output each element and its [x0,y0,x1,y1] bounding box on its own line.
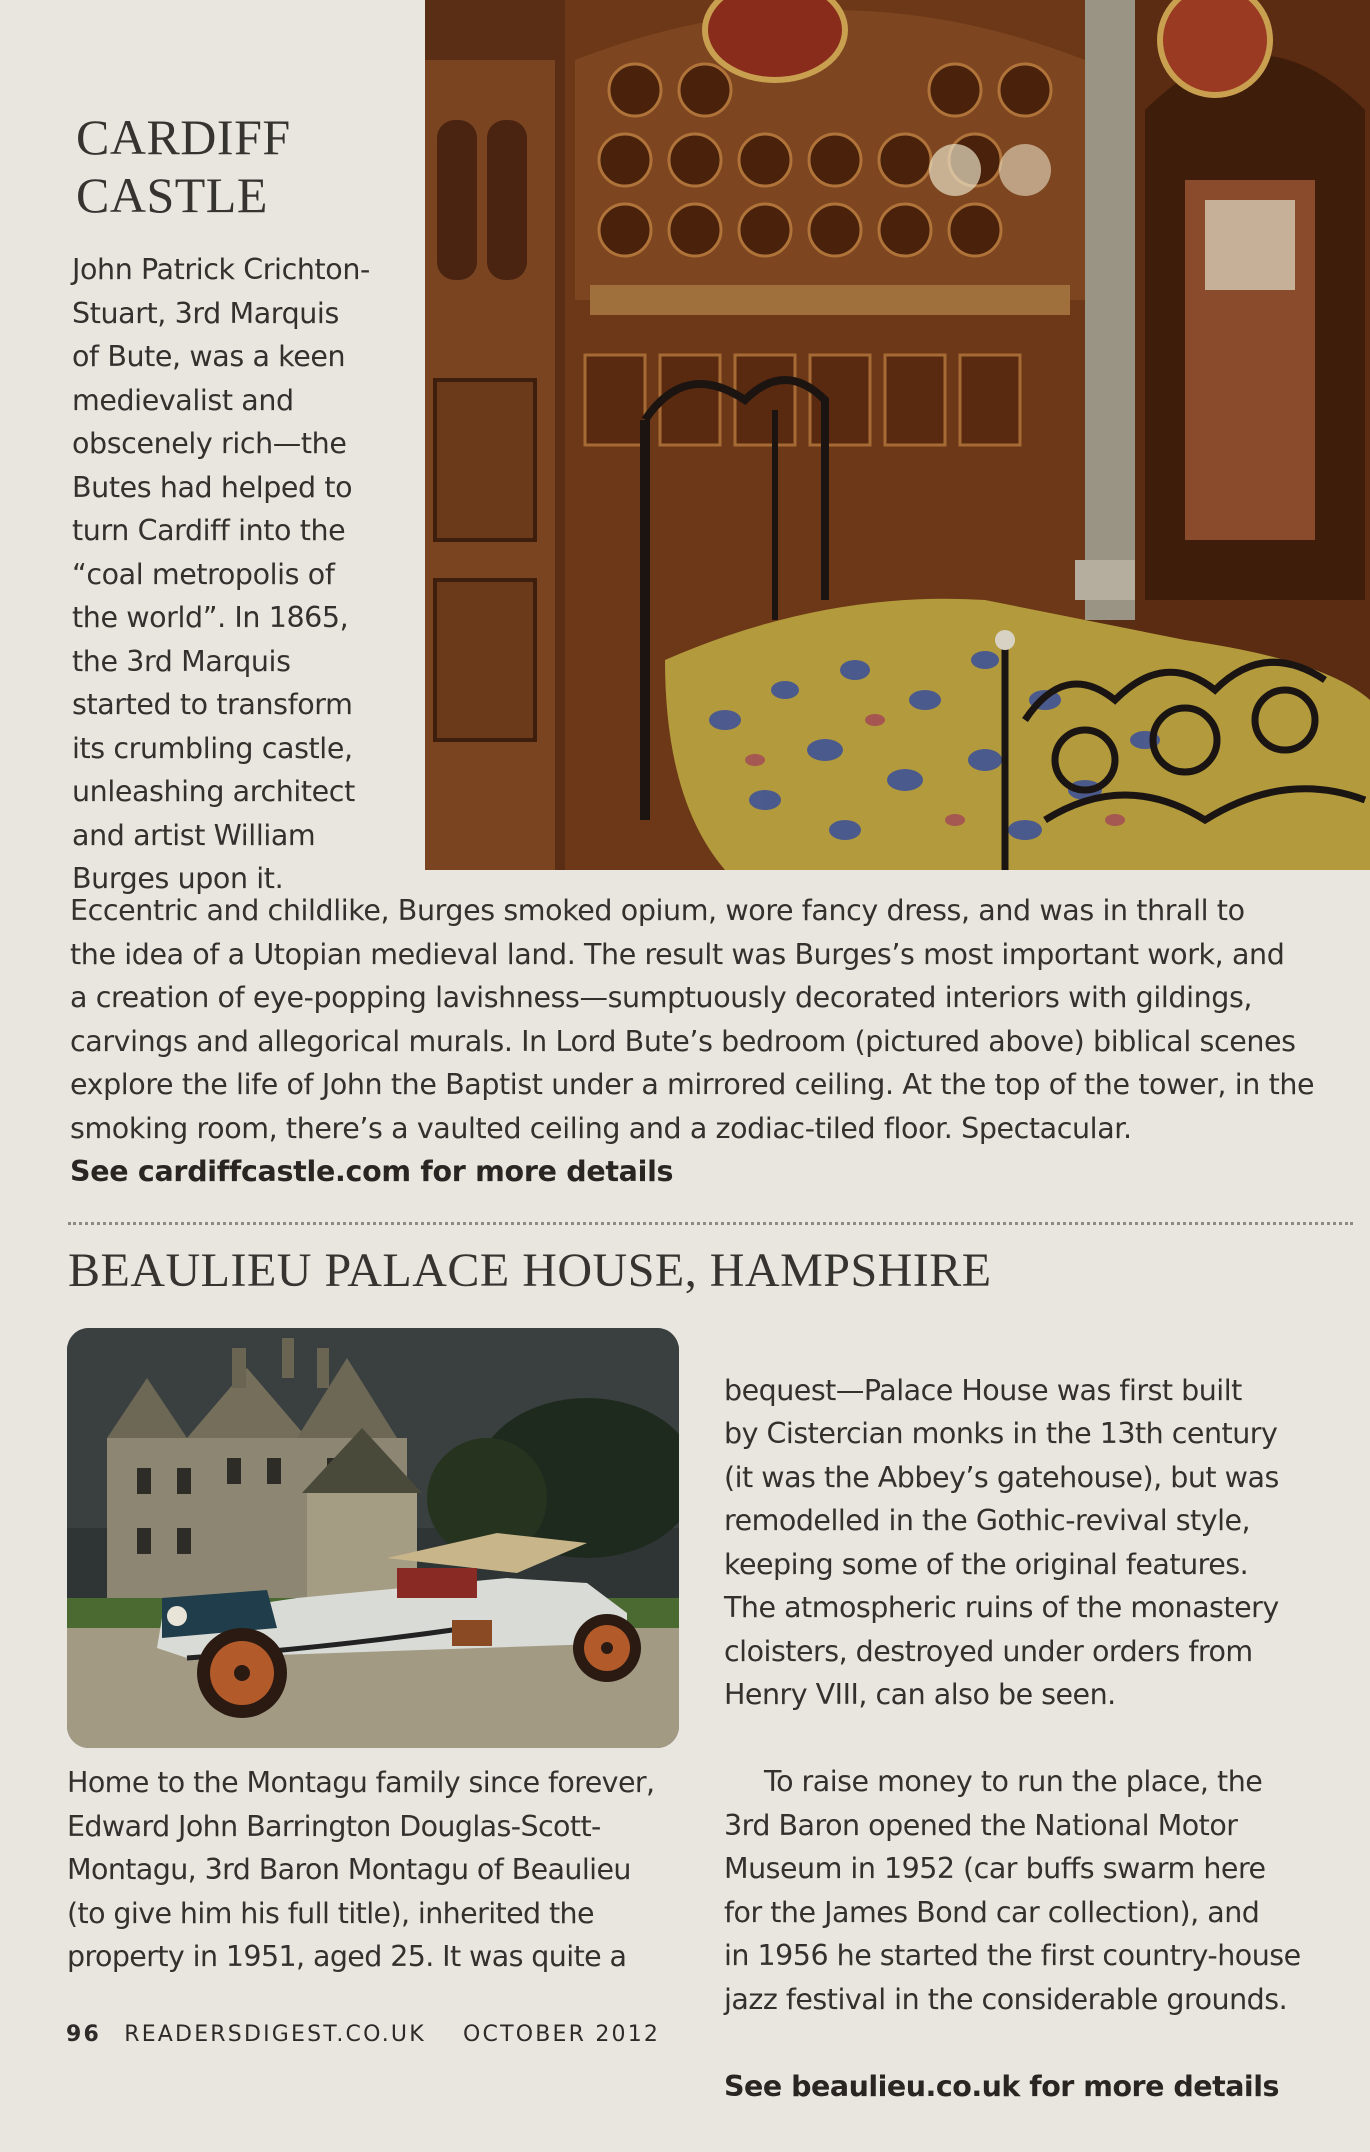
footer-issue: OCTOBER 2012 [463,2022,661,2047]
beaulieu-paragraph-2: To raise money to run the place, the 3rd Baron opened the National Motor Museum in 1952 (car buffs swarm here for the James Bond car collection), and in 1956 he started the first country-house jazz festival in the considerable grounds. [724,1765,1301,2016]
page-number: 96 [66,2022,102,2047]
beaulieu-photo [67,1328,679,1748]
page-footer [66,2022,660,2047]
article-title-cardiff: CARDIFF CASTLE [76,109,291,223]
article-intro-cardiff: John Patrick Crichton- Stuart, 3rd Marquis of Bute, was a keen medievalist and obscenely rich—the Butes had helped to turn Cardiff into the “coal metropolis of the world”. In 1865, the 3rd Marquis started to transform its crumbling castle, unleashing architect and artist William Burges upon it. [72,253,370,895]
beaulieu-paragraph-1: bequest—Palace House was first built by Cistercian monks in the 13th century (it was the Abbey’s gatehouse), but was remodelled in the Gothic-revival style, keeping some of the original features. The atmospheric ruins of the monastery cloisters, destroyed under orders from Henry VIII, can also be seen. [724,1373,1279,1711]
article-title-beaulieu: BEAULIEU PALACE HOUSE, HAMPSHIRE [68,1244,992,1297]
bedroom-photo [425,0,1370,870]
beaulieu-more-details-link[interactable]: See beaulieu.co.uk for more details [724,2069,1279,2103]
section-divider [68,1222,1353,1225]
article-body-beaulieu [724,1325,1364,2152]
article-intro-beaulieu: Home to the Montagu family since forever, Edward John Barrington Douglas-Scott- Montagu, 3rd Baron Montagu of Beaulieu (to give him his full title), inherited the property in 1951, aged 25. It was quite a [67,1766,655,1973]
footer-site: READERSDIGEST.CO.UK [124,2022,426,2047]
cardiff-more-details-link[interactable]: See cardiffcastle.com for more details [70,1155,674,1188]
article-body-cardiff: Eccentric and childlike, Burges smoked opium, wore fancy dress, and was in thrall to the idea of a Utopian medieval land. The result was Burges’s most important work, and a creation of eye-popping lavishness—sumptuously decorated interiors with gildings, carvings and allegorical murals. In Lord Bute’s bedroom (pictured above) biblical scenes explore the life of John the Baptist under a mirrored ceiling. At the top of the tower, in the smoking room, there’s a vaulted ceiling and a zodiac-tiled floor. Spectacular. [70,894,1315,1145]
